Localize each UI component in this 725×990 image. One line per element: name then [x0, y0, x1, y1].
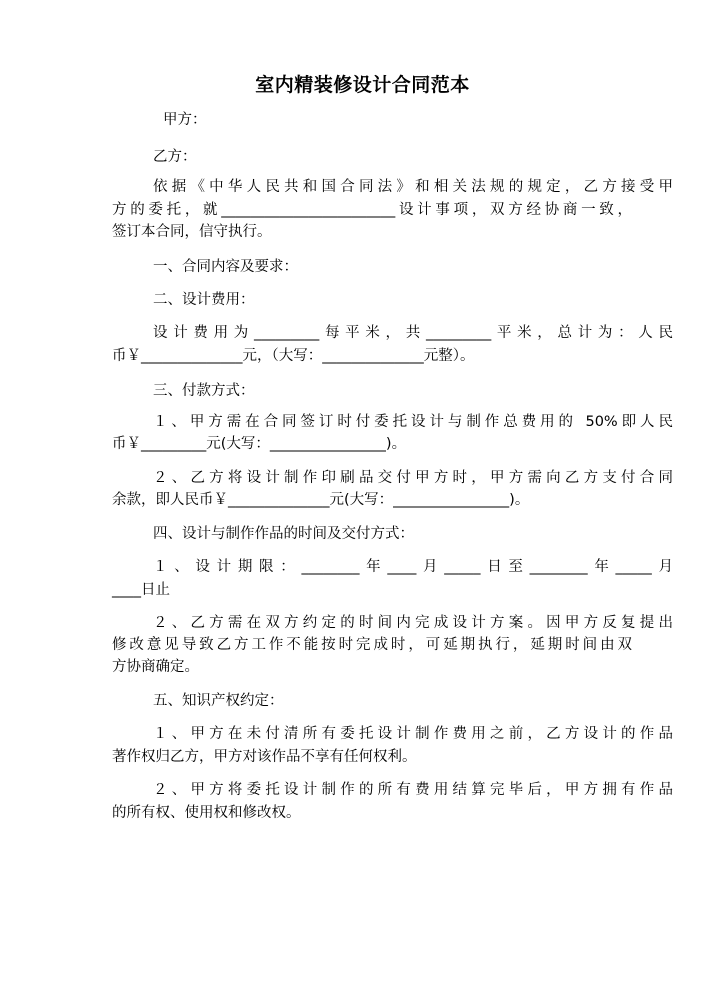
section-1-heading: 一、合同内容及要求： [153, 259, 298, 275]
period-line-1: １、设计期限：________年____月_____日至________年_____月 [153, 559, 673, 575]
payment-2-line-2: 余款，即人民币￥______________元(大写：________________)。 [112, 492, 530, 508]
section-5-heading: 五、知识产权约定： [153, 693, 284, 709]
section-3-heading: 三、付款方式： [153, 383, 255, 399]
document-title: 室内精装修设计合同范本 [255, 74, 470, 96]
party-b-label: 乙方： [153, 149, 197, 165]
ip-1-line-1: １、甲方在未付清所有委托设计制作费用之前，乙方设计的作品 [153, 726, 673, 742]
fee-line-1: 设计费用为_________每平米，共_________平米，总计为：人民 [153, 325, 673, 341]
payment-1-line-2: 币￥_________元(大写：________________)。 [112, 436, 407, 452]
delivery-line-1: ２、乙方需在双方约定的时间内完成设计方案。因甲方反复提出 [153, 615, 673, 631]
payment-2-line-1: ２、乙方将设计制作印刷品交付甲方时，甲方需向乙方支付合同 [153, 470, 673, 486]
intro-line-3: 签订本合同，信守执行。 [112, 224, 272, 240]
intro-line-1: 依据《中华人民共和国合同法》和相关法规的规定，乙方接受甲 [153, 179, 673, 195]
delivery-line-3: 方协商确定。 [112, 659, 199, 675]
section-2-heading: 二、设计费用： [153, 292, 255, 308]
party-a-label: 甲方： [163, 112, 207, 128]
fee-line-2: 币￥______________元，（大写：______________元整）。 [112, 348, 475, 364]
payment-1-line-1: １、甲方需在合同签订时付委托设计与制作总费用的 50%即人民 [153, 414, 673, 430]
ip-2-line-1: ２、甲方将委托设计制作的所有费用结算完毕后，甲方拥有作品 [153, 782, 673, 798]
ip-2-line-2: 的所有权、使用权和修改权。 [112, 805, 301, 821]
delivery-line-2: 修改意见导致乙方工作不能按时完成时，可延期执行，延期时间由双 [112, 637, 632, 653]
ip-1-line-2: 著作权归乙方，甲方对该作品不享有任何权利。 [112, 749, 417, 765]
intro-line-2: 方的委托，就________________________设计事项，双方经协商一致， [112, 202, 632, 218]
period-line-2: ____日止 [112, 582, 170, 598]
section-4-heading: 四、设计与制作作品的时间及交付方式： [153, 526, 414, 542]
